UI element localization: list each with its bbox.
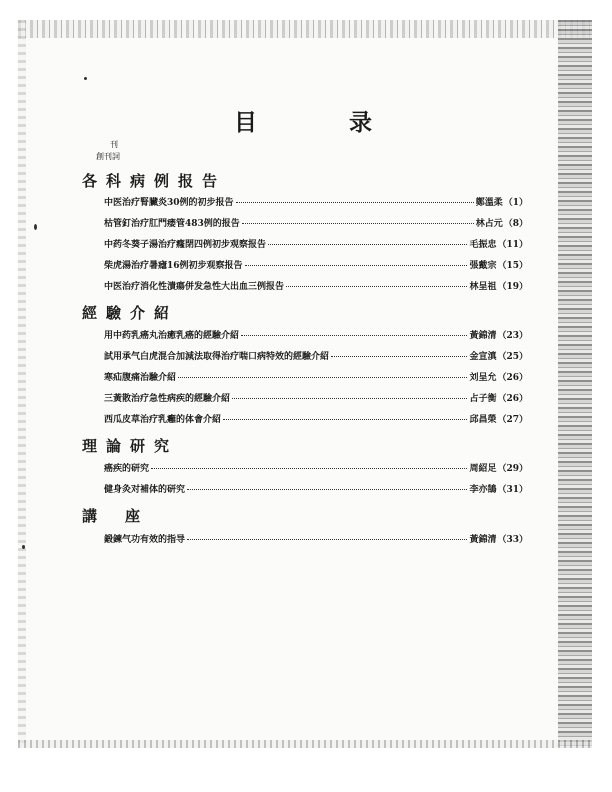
page-title-right: 录 [349, 109, 372, 136]
toc-entry[interactable] [104, 216, 528, 229]
leader-dots [187, 489, 467, 490]
toc-entry-title: 癌疾的研究 [104, 464, 150, 474]
section-heading-lectures: 講座 [82, 507, 169, 525]
front-label-2: 創刊詞 [96, 152, 120, 161]
toc-entry-author: 鄭溫柔 [475, 198, 503, 208]
toc-entry-page: （19） [497, 282, 528, 292]
leader-dots [286, 286, 467, 287]
leader-dots [236, 202, 474, 203]
toc-entry-page: （26） [497, 373, 528, 383]
toc-entry-page: （1） [503, 198, 528, 208]
section-heading-experience: 經驗介紹 [82, 304, 179, 322]
leader-dots [151, 468, 467, 469]
leader-dots [245, 265, 468, 266]
toc-entry-title: 寒疝腹痛治驗介紹 [104, 373, 177, 383]
toc-entry-title: 試用承气白虎混合加減法取得治疗喘口病特效的經驗介紹 [104, 352, 330, 362]
toc-entry-title: 枯管釘治疗肛門瘘管483例的报告 [104, 219, 240, 229]
leader-dots [241, 335, 467, 336]
leader-dots [232, 398, 467, 399]
toc-entry-page: （8） [503, 219, 528, 229]
scan-edge-bottom [18, 740, 592, 748]
section-heading-theory: 理論研究 [82, 437, 179, 455]
scan-edge-left [18, 20, 26, 748]
toc-entry-page: （15） [497, 261, 528, 271]
toc-entry[interactable] [104, 258, 528, 271]
toc-entry-page: （23） [497, 331, 528, 341]
front-label-1: 刊 [110, 140, 118, 149]
toc-entry-page: （29） [497, 464, 528, 474]
toc-entry-title: 三黃散治疗急性病疾的經驗介紹 [104, 394, 231, 404]
toc-entry-title: 中医治疗腎臟炎30例的初步报告 [104, 198, 234, 208]
leader-dots [242, 223, 474, 224]
toc-entry-title: 中药冬葵子湯治疗癃閉四例初步观察报告 [104, 240, 267, 250]
toc-entry-title: 西瓜皮草治疗乳癰的体會介紹 [104, 415, 222, 425]
toc-entry-page: （11） [497, 240, 528, 250]
toc-entry-page: （33） [497, 535, 528, 545]
leader-dots [187, 539, 467, 540]
toc-entry-author: 林呈祖 [469, 282, 497, 292]
page-title [234, 104, 372, 137]
scan-speck [34, 224, 37, 230]
scan-speck [84, 77, 87, 80]
toc-entry[interactable] [104, 195, 528, 208]
toc-entry-title: 用中药乳癌丸治癒乳癌的經驗介紹 [104, 331, 240, 341]
toc-entry-page: （31） [497, 485, 528, 495]
scan-speck [22, 545, 25, 549]
toc-entry-title: 柴虎湯治疗暑瘧16例初步观察报告 [104, 261, 243, 271]
toc-entry-author: 金宣滇 [469, 352, 497, 362]
toc-entry[interactable] [104, 237, 528, 250]
toc-entry-author: 李亦鵠 [469, 485, 497, 495]
toc-entry-author: 張戴宗 [469, 261, 497, 271]
toc-entry[interactable] [104, 482, 528, 495]
scan-edge-top [18, 20, 592, 38]
leader-dots [223, 419, 467, 420]
toc-entry[interactable] [104, 370, 528, 383]
leader-dots [331, 356, 467, 357]
toc-entry-author: 毛振忠 [469, 240, 497, 250]
toc-entry-page: （26） [497, 394, 528, 404]
section-heading-case-reports: 各科病例报告 [82, 172, 227, 190]
toc-entry-author: 周紹足 [469, 464, 497, 474]
toc-entry-author: 占子衡 [469, 394, 497, 404]
toc-entry-title: 中医治疗消化性潰瘍併发急性大出血三例报告 [104, 282, 285, 292]
toc-entry-author: 邱昌榮 [469, 415, 497, 425]
toc-entry-author: 刘呈允 [469, 373, 497, 383]
scan-edge-right [558, 20, 592, 748]
toc-entry-author: 林占元 [475, 219, 503, 229]
toc-entry-page: （25） [497, 352, 528, 362]
leader-dots [178, 377, 467, 378]
page-title-left: 目 [234, 109, 257, 136]
toc-entry[interactable] [104, 391, 528, 404]
toc-entry-title: 鍛鍊气功有效的指导 [104, 535, 186, 545]
leader-dots [268, 244, 467, 245]
toc-entry-author: 黃錦清 [469, 535, 497, 545]
toc-entry[interactable] [104, 279, 528, 292]
toc-entry-author: 黃錦清 [469, 331, 497, 341]
toc-entry-page: （27） [497, 415, 528, 425]
toc-entry[interactable] [104, 532, 528, 545]
toc-entry[interactable] [104, 328, 528, 341]
toc-entry-title: 健身灸对補体的研究 [104, 485, 186, 495]
toc-entry[interactable] [104, 349, 528, 362]
toc-entry[interactable] [104, 461, 528, 474]
toc-entry[interactable] [104, 412, 528, 425]
